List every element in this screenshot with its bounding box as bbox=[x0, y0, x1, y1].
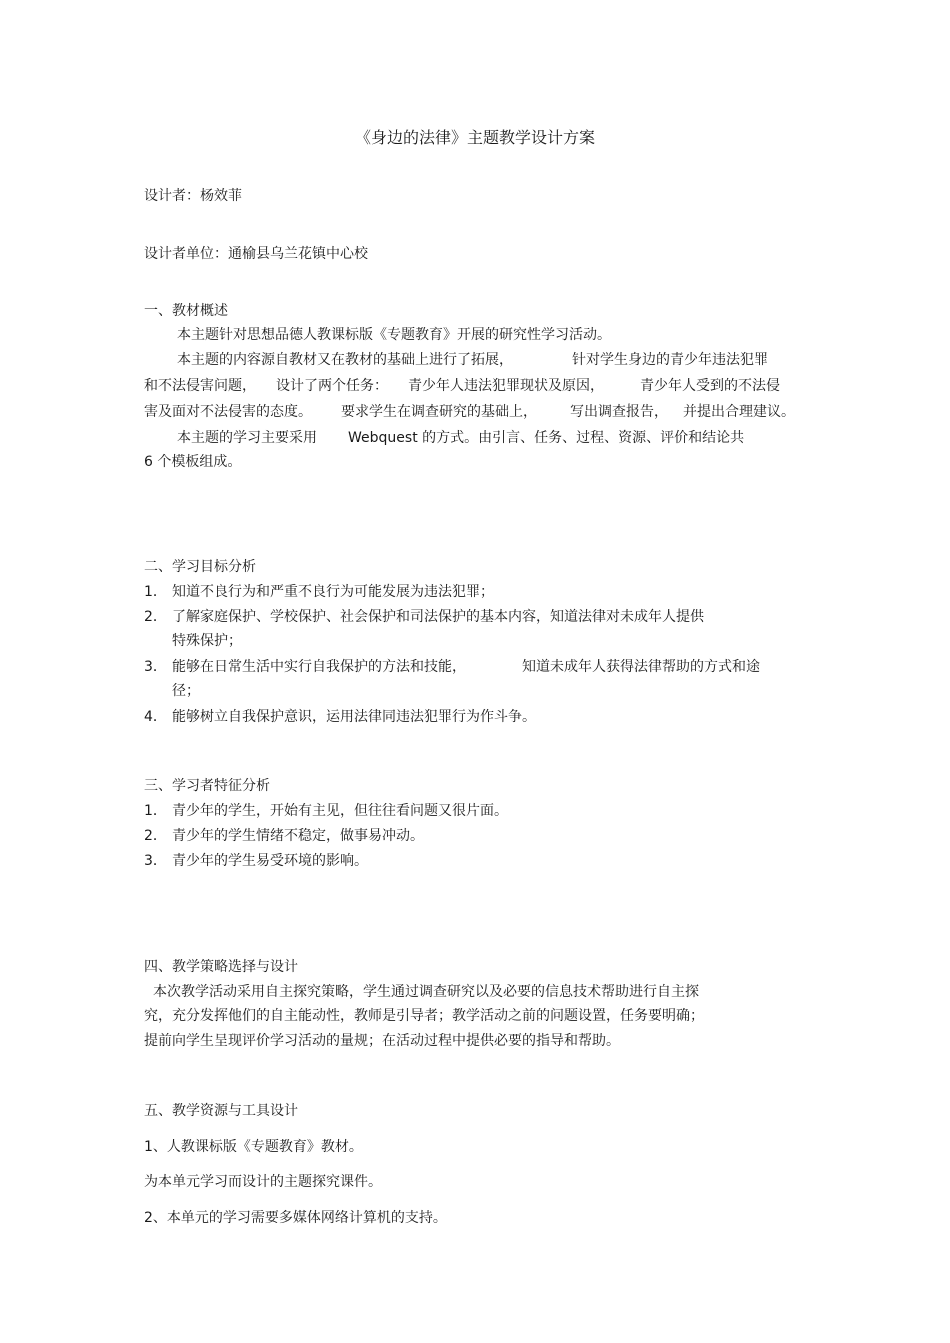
list-item-continuation: 径； bbox=[172, 683, 200, 699]
section-4-paragraph-line: 提前向学生呈现评价学习活动的量规；在活动过程中提供必要的指导和帮助。 bbox=[144, 1033, 620, 1049]
list-item-text: 青少年的学生，开始有主见，但往往看问题又很片面。 bbox=[172, 803, 508, 819]
section-5-line: 2、本单元的学习需要多媒体网络计算机的支持。 bbox=[144, 1210, 447, 1226]
document-title: 《身边的法律》主题教学设计方案 bbox=[354, 128, 595, 147]
list-item bbox=[144, 801, 508, 821]
list-item bbox=[144, 826, 424, 846]
section-5-heading: 五、教学资源与工具设计 bbox=[144, 1103, 298, 1119]
list-item-number: 4． bbox=[144, 709, 167, 725]
list-item-text: 知道未成年人获得法律帮助的方式和途 bbox=[522, 659, 760, 675]
list-item-continuation: 特殊保护； bbox=[172, 633, 242, 649]
section-1-paragraph-line: 本主题的学习主要采用 bbox=[177, 430, 317, 446]
section-1-paragraph-line: 青少年人受到的不法侵 bbox=[640, 378, 780, 394]
list-item-text: 了解家庭保护、学校保护、社会保护和司法保护的基本内容，知道法律对未成年人提供 bbox=[172, 609, 704, 625]
section-1-paragraph-line: Webquest 的方式。由引言、任务、过程、资源、评价和结论共 bbox=[348, 430, 745, 446]
section-4-paragraph-line: 本次教学活动采用自主探究策略，学生通过调查研究以及必要的信息技术帮助进行自主探 bbox=[153, 984, 699, 1000]
section-1-heading: 一、教材概述 bbox=[144, 303, 228, 319]
section-4-heading: 四、教学策略选择与设计 bbox=[144, 959, 298, 975]
list-item bbox=[144, 707, 536, 727]
list-item-number: 1． bbox=[144, 584, 167, 600]
section-1-paragraph-line: 针对学生身边的青少年违法犯罪 bbox=[572, 352, 768, 368]
list-item-number: 3． bbox=[144, 659, 167, 675]
section-1-paragraph-line: 写出调查报告， bbox=[570, 404, 668, 420]
list-item-number: 3． bbox=[144, 853, 167, 869]
section-1-paragraph-line: 本主题的内容源自教材又在教材的基础上进行了拓展， bbox=[177, 352, 513, 368]
list-item bbox=[144, 607, 704, 627]
designer-line: 设计者：杨效菲 bbox=[144, 188, 242, 204]
section-5-line: 1、人教课标版《专题教育》教材。 bbox=[144, 1139, 363, 1155]
list-item-number: 2． bbox=[144, 828, 167, 844]
list-item-text: 能够树立自我保护意识，运用法律同违法犯罪行为作斗争。 bbox=[172, 709, 536, 725]
list-item-number: 2． bbox=[144, 609, 167, 625]
section-1-paragraph-line: 6 个模板组成。 bbox=[144, 454, 242, 470]
list-item bbox=[144, 582, 494, 602]
list-item-text: 能够在日常生活中实行自我保护的方法和技能， bbox=[172, 659, 466, 675]
list-item-text: 青少年的学生易受环境的影响。 bbox=[172, 853, 368, 869]
section-3-heading: 三、学习者特征分析 bbox=[144, 778, 270, 794]
list-item bbox=[144, 851, 368, 871]
designer-unit-line: 设计者单位：通榆县乌兰花镇中心校 bbox=[144, 246, 368, 262]
list-item-text: 知道不良行为和严重不良行为可能发展为违法犯罪； bbox=[172, 584, 494, 600]
section-5-line: 为本单元学习而设计的主题探究课件。 bbox=[144, 1174, 382, 1190]
section-1-paragraph-line: 并提出合理建议。 bbox=[683, 404, 795, 420]
section-2-heading: 二、学习目标分析 bbox=[144, 559, 256, 575]
list-item-text: 青少年的学生情绪不稳定，做事易冲动。 bbox=[172, 828, 424, 844]
section-1-paragraph-line: 青少年人违法犯罪现状及原因， bbox=[408, 378, 604, 394]
section-1-paragraph-line: 害及面对不法侵害的态度。 bbox=[144, 404, 312, 420]
section-1-paragraph-line: 和不法侵害问题， bbox=[144, 378, 256, 394]
section-1-paragraph-line: 设计了两个任务： bbox=[276, 378, 388, 394]
section-1-paragraph-line: 要求学生在调查研究的基础上， bbox=[341, 404, 537, 420]
section-4-paragraph-line: 究，充分发挥他们的自主能动性，教师是引导者；教学活动之前的问题设置，任务要明确； bbox=[144, 1008, 704, 1024]
list-item bbox=[144, 657, 466, 677]
section-1-paragraph-line: 本主题针对思想品德人教课标版《专题教育》开展的研究性学习活动。 bbox=[177, 327, 611, 343]
list-item-number: 1． bbox=[144, 803, 167, 819]
